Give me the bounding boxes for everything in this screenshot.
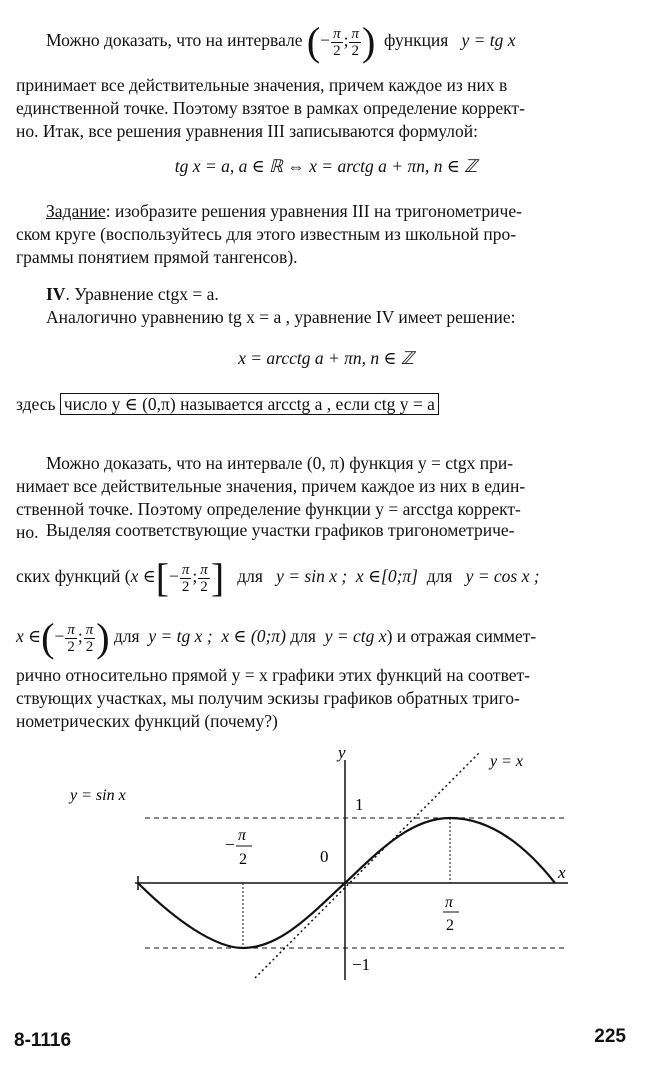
bracket-open: [ [155,555,170,600]
text: . Уравнение ctgx = a. [65,284,219,304]
paren-close: ) [361,19,376,64]
minus-sign: − [54,626,65,647]
fraction-pi-over-2: $\frac{\pi}{2}$ [181,561,190,595]
minus-sign: − [169,566,179,587]
task-label: Задание [46,201,106,221]
denominator: 2 [446,917,454,934]
separator: ; [77,626,83,647]
text: для [237,566,263,587]
para4-line1: Выделяя соответствующие участки графиков тригонометриче- [46,520,515,540]
math: x ∈ [355,566,382,587]
para4-line6: нометрических функций (почему?) [16,711,278,731]
para3-line1: Можно доказать, что на интервале (0, π) функция y = ctgx при- [46,453,514,473]
text: для [290,626,316,647]
line-y-equals-x [255,752,480,978]
bracket-close: ] [210,555,225,600]
fraction-pi-over-2: $\frac{\pi}{2}$ [200,561,208,595]
math: x ∈ [221,626,247,647]
para3-line3: ственной точке. Поэтому определение функции y = arcctga коррект- [16,499,521,519]
para3-line4: но. [16,522,39,542]
math-expression: y = tg x [461,30,516,51]
paren-open: ( [41,615,55,660]
pi-numerator: π [445,894,454,911]
text: Можно доказать, что на интервале [46,30,303,51]
fraction-pi-over-2: $\frac{\pi}{2}$ [333,25,341,59]
para3-line2: нимает все действительные значения, причем каждое из них в един- [16,476,526,496]
math: y = cos x ; [465,566,540,587]
task-line2: ском круге (воспользуйтесь для этого известным из школьной про- [16,224,517,244]
boxed-definition: число y ∈ (0,π) называется arcctg a , если ctg y = a [60,393,439,415]
tick-label-minus-1: −1 [352,955,371,974]
separator: ; [192,566,198,587]
minus-sign: − [225,835,235,854]
fraction-pi-over-2: $\frac{\pi}{2}$ [85,621,94,655]
para4-line3 [16,615,636,660]
para4-line2 [16,555,636,600]
para4-line5: ствующих участках, мы получим эскизы графиков обратных триго- [16,688,520,708]
denominator: 2 [239,851,247,868]
paren-close: ) [96,615,110,660]
tick-label-1: 1 [355,795,364,814]
math: y = ctg x [324,626,387,647]
section-number: IV [46,284,66,304]
section-iv-line2: Аналогично уравнению tg x = a , уравнение IV имеет решение: [46,307,516,327]
task-line3: граммы понятием прямой тангенсов). [16,247,298,267]
formula-arcctg: x = arcctg a + πn, n ∈ ℤ [238,348,414,368]
line-label: y = x [490,753,523,770]
y-axis-label: y [338,743,346,762]
pi-numerator: π [238,827,247,844]
math: x ∈ [130,566,156,587]
para1-line4: но. Итак, все решения уравнения III записываются формулой: [16,121,478,141]
sine-graph [0,740,652,990]
text: ских функций ( [16,566,131,587]
formula-arctg: tg x = a, a ∈ ℝ ⇔ x = arctg a + πn, n ∈ ℤ [174,156,478,176]
para1-line3: единственной точке. Поэтому взятое в рамках определение коррект- [16,98,525,118]
page-number: 225 [594,1026,626,1047]
origin-label: 0 [320,847,329,866]
text: для [113,626,140,647]
para1-line2: принимает все действительные значения, причем каждое из них в [16,75,508,95]
task-line1 [46,200,636,222]
math: x ∈ [16,626,42,647]
minus-sign: − [320,30,331,51]
text: функция [384,30,449,51]
math: y = sin x ; [276,566,348,587]
section-iv-title [46,283,636,305]
paren-open: ( [306,19,321,64]
definition-line [16,393,636,415]
curve-label: y = sin x [70,787,126,804]
math: [0;π] [381,566,418,587]
text: : изобразите решения уравнения III на тригонометриче- [105,201,522,221]
separator: ; [343,30,349,51]
para1-line1 [46,19,636,64]
math: y = tg x ; [148,626,213,647]
fraction-pi-over-2: $\frac{\pi}{2}$ [351,25,359,59]
text: здесь [16,394,56,414]
math: (0;π) [250,626,286,647]
print-code: 8-1116 [14,1030,72,1051]
x-axis-label: x [558,863,566,882]
text: для [426,566,453,587]
para4-line4: рично относительно прямой y = x графики этих функций на соответ- [16,665,530,685]
fraction-pi-over-2: $\frac{\pi}{2}$ [67,621,75,655]
text: ) и отражая симмет- [386,626,537,647]
